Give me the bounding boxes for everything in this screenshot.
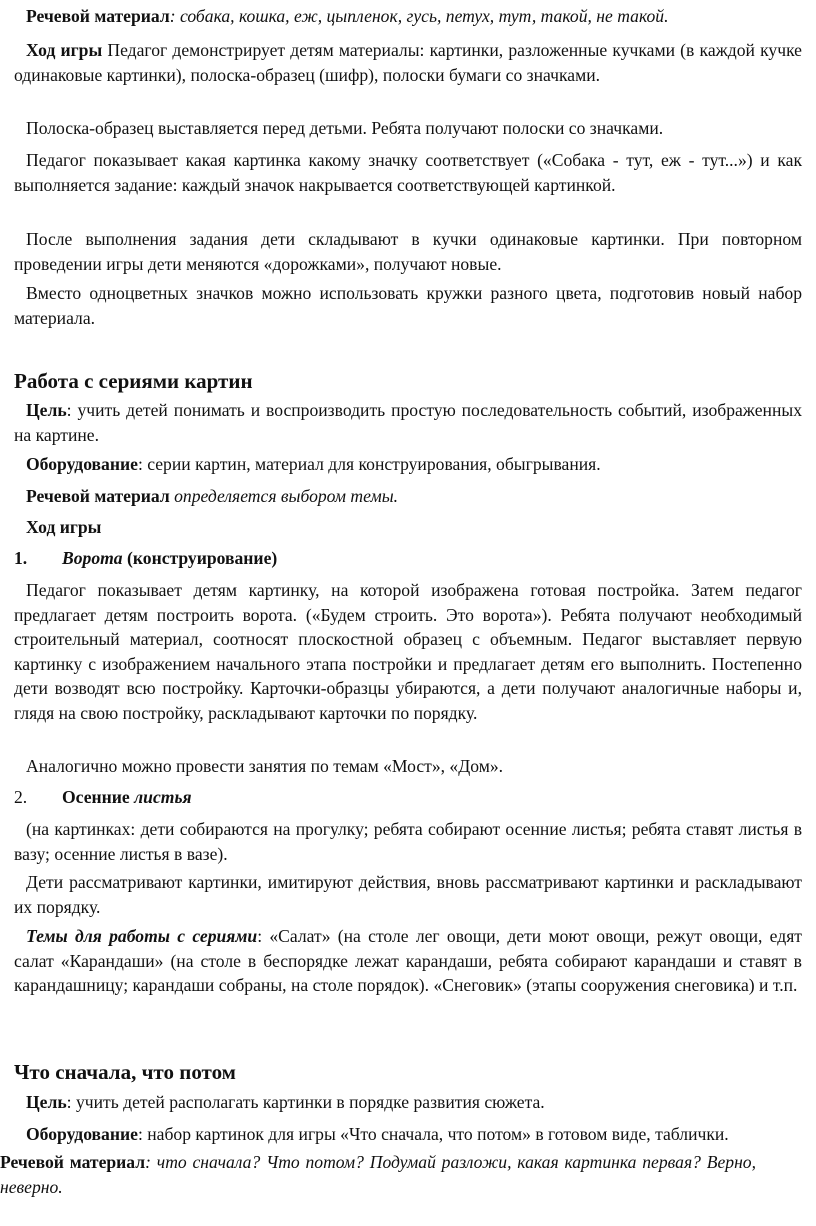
item-2-paragraph-1 — [0, 817, 816, 866]
paragraph-text: Педагог показывает детям картинку, на которой изображена готовая постройка. Затем педагог предлагает детям построить ворота. («Будем строить. Это ворота»). Ребята получают необходимый строительный материал, соотносят плоскостной образец с объемным. Педагог выставляет первую картинку с изображением начального этапа постройки и предлагает детям его выполнить. Постепенно дети возводят всю постройку. Карточки-образцы убираются, а дети получают аналогичные наборы и, глядя на свою постройку, раскладывают карточки по порядку. — [14, 580, 802, 723]
goal-text: : учить детей понимать и воспроизводить простую последовательность событий, изображенных на картине. — [14, 400, 802, 445]
equipment-paragraph-3 — [0, 1122, 816, 1147]
paragraph-text: Вместо одноцветных значков можно использовать кружки разного цвета, подготовив новый набор материала. — [14, 283, 802, 328]
paragraph-text: Аналогично можно провести занятия по темам «Мост», «Дом». — [26, 756, 504, 776]
item-1-paragraph-2 — [0, 754, 816, 779]
paragraph-text: После выполнения задания дети складывают в кучки одинаковые картинки. При повторном проведении игры дети меняются «дорожками», получают новые. — [14, 229, 802, 274]
equipment-text: : серии картин, материал для конструирования, обыгрывания. — [137, 454, 601, 474]
paragraph-teacher-shows — [0, 148, 816, 197]
equipment-label: Оборудование — [26, 1124, 138, 1144]
speech-material-label: Речевой материал — [26, 486, 170, 506]
item-number: 1. — [14, 548, 28, 568]
game-course-heading — [0, 515, 816, 540]
item-number: 2. — [14, 787, 28, 807]
goal-label: Цель — [26, 1092, 67, 1112]
goal-paragraph-3 — [0, 1090, 816, 1115]
item-title-rest: (конструирование) — [122, 548, 278, 568]
item-title-italic: Ворота — [62, 548, 123, 568]
themes-label: Темы для работы с сериями — [26, 926, 258, 946]
paragraph-text: Педагог показывает какая картинка какому значку соответствует («Собака - тут, еж - тут...») и как выполняется задание: каждый значок накрывается соответствующей картинкой. — [14, 150, 802, 195]
goal-paragraph — [0, 398, 816, 447]
paragraph-text: Полоска-образец выставляется перед детьми. Ребята получают полоски со значками. — [26, 118, 664, 138]
item-2-title — [0, 785, 816, 810]
equipment-paragraph — [0, 452, 816, 477]
section-heading-picture-series: Работа с сериями картин — [14, 369, 253, 393]
speech-material-label: Речевой материал — [26, 6, 170, 26]
game-course-paragraph — [0, 38, 816, 87]
item-1-paragraph-1 — [0, 578, 816, 726]
themes-text: : «Салат» (на столе лег овощи, дети моют овощи, режут овощи, едят салат «Карандаши» (на столе в беспорядке лежат карандаши, ребята собирают карандаши и ставят в карандашницу; карандаши собраны, на столе порядок). «Снеговик» (этапы сооружения снеговика) и т.п. — [14, 926, 802, 996]
game-course-label: Ход игры — [26, 40, 103, 60]
paragraph-strip-sample — [0, 116, 816, 141]
paragraph-after-task — [0, 227, 816, 276]
equipment-text: : набор картинок для игры «Что сначала, что потом» в готовом виде, таблички. — [137, 1124, 729, 1144]
speech-material-text: : что сначала? Что потом? Подумай разложи, какая картинка первая? Верно, неверно. — [0, 1152, 756, 1197]
speech-material-paragraph — [0, 4, 816, 29]
paragraph-text: Дети рассматривают картинки, имитируют действия, вновь рассматривают картинки и раскладывают их порядку. — [14, 872, 802, 917]
game-course-label: Ход игры — [26, 517, 102, 537]
speech-material-paragraph-3 — [0, 1150, 816, 1199]
equipment-label: Оборудование — [26, 454, 138, 474]
speech-material-paragraph-2 — [0, 484, 816, 509]
paragraph-text: (на картинках: дети собираются на прогулку; ребята собирают осенние листья; ребята ставят листья в вазу; осенние листья в вазе). — [14, 819, 802, 864]
item-title-bold: Осенние — [62, 787, 130, 807]
themes-paragraph — [0, 924, 816, 998]
item-title-italic: листья — [129, 787, 192, 807]
game-course-text: Педагог демонстрирует детям материалы: картинки, разложенные кучками (в каждой кучке одинаковые картинки), полоска-образец (шифр), полоски бумаги со значками. — [14, 40, 802, 85]
speech-material-text: определяется выбором темы. — [169, 486, 399, 506]
item-1-title — [0, 546, 816, 571]
section-heading-what-first: Что сначала, что потом — [14, 1060, 236, 1084]
item-2-paragraph-2 — [0, 870, 816, 919]
paragraph-colored-circles — [0, 281, 816, 330]
speech-material-text: : собака, кошка, еж, цыпленок, гусь, петух, тут, такой, не такой. — [169, 6, 669, 26]
goal-text: : учить детей располагать картинки в порядке развития сюжета. — [66, 1092, 545, 1112]
goal-label: Цель — [26, 400, 67, 420]
speech-material-label: Речевой материал — [0, 1152, 146, 1172]
